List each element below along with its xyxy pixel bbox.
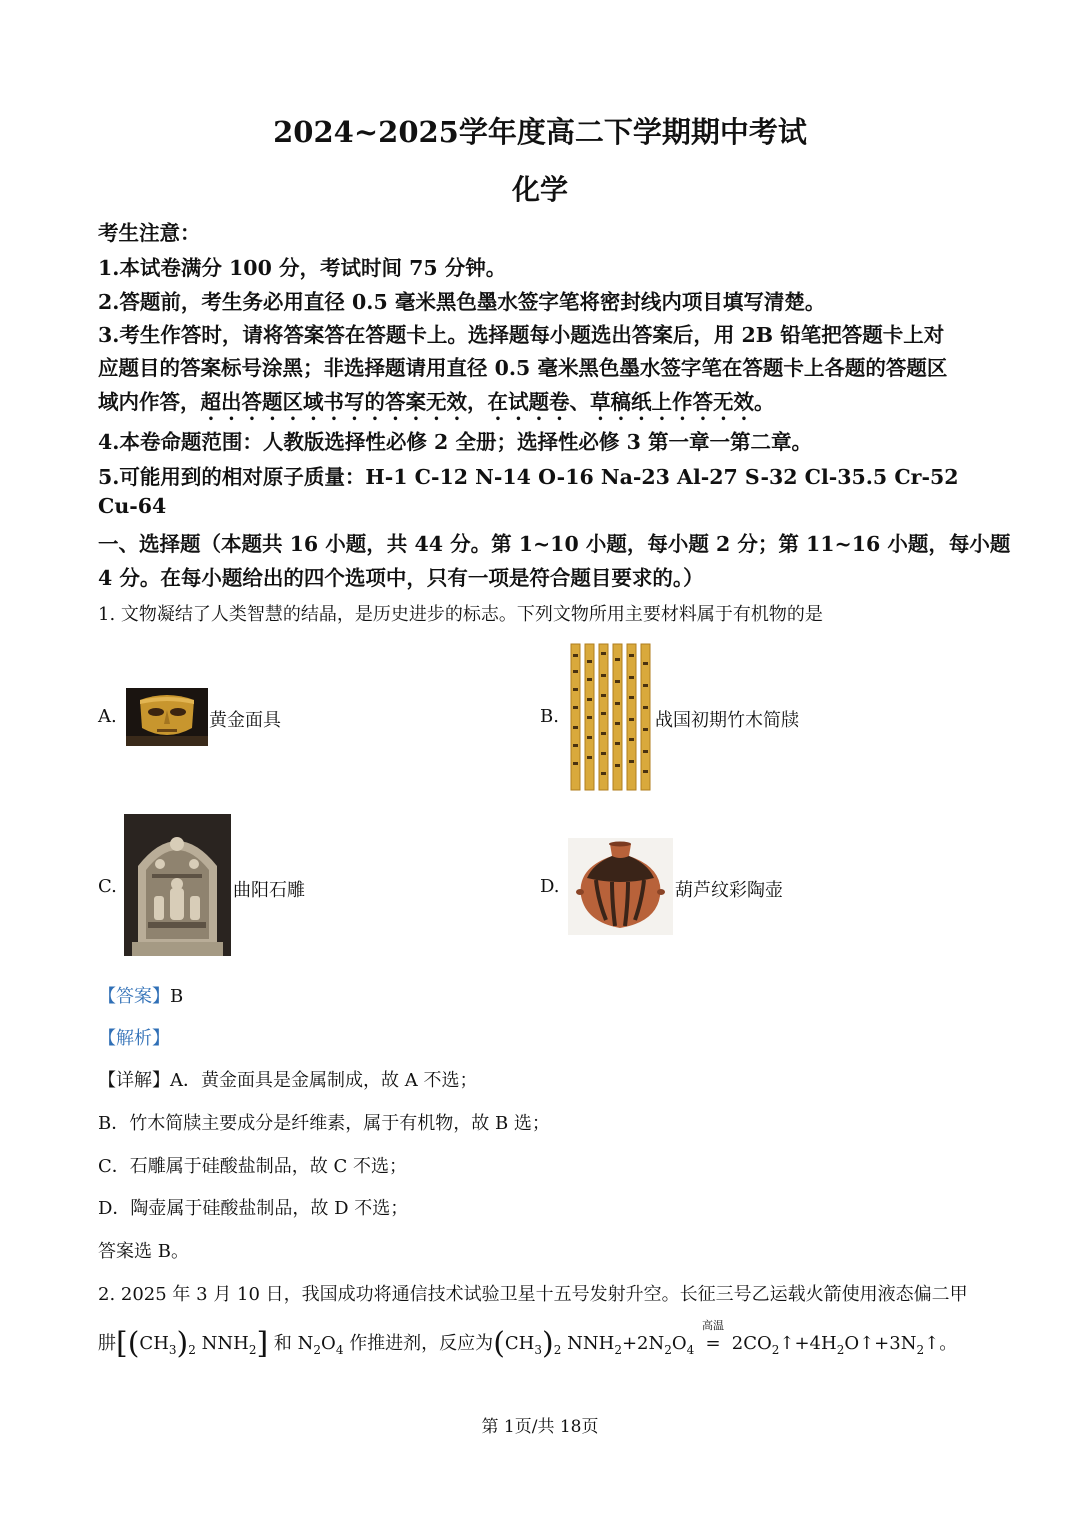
reaction-arrow: 高温 =	[702, 1319, 725, 1354]
formula-bracket: )	[176, 1326, 189, 1361]
question-2-text: 作推进剂，反应为	[349, 1333, 494, 1354]
option-d-text: 葫芦纹彩陶壶	[675, 880, 783, 901]
option-b-letter: B.	[540, 706, 559, 727]
exam-title: 2024~2025学年度高二下学期期中考试	[273, 115, 807, 149]
answer-value: B	[170, 986, 184, 1007]
question-2-stem-line-2: 肼[$(CH_3)_2$ $NNH_2$] 和 $N_2O_4$ 作推进剂，反应为$(CH_3)_2$ $NNH_2+2N_2O_4$ 高温 = $2CO_2↑+4H_2O↑+3N_2↑$。	[98, 1319, 958, 1361]
formula-bracket: [(	[116, 1326, 140, 1361]
question-2-text: 和	[273, 1333, 292, 1354]
emphasis-text: 在试题卷、草稿纸上作答无效	[487, 390, 754, 414]
emphasis-text: 超出答题区域书写的答案无效	[200, 390, 467, 414]
answer-line	[98, 982, 988, 1008]
notice-item-1: 1.本试卷满分 100 分，考试时间 75 分钟。	[98, 256, 507, 280]
formula-bracket: (	[493, 1326, 505, 1361]
subject-title: 化学	[511, 173, 568, 206]
conclusion-line: 答案选 B。	[98, 1241, 189, 1262]
notice-item-5-line-2: Cu-64	[98, 494, 167, 518]
painted-pottery-jar-image	[568, 838, 673, 935]
page-footer: 第 1页/共 18页	[481, 1417, 599, 1437]
stone-carving-image	[124, 814, 231, 956]
question-2-text: 肼	[98, 1333, 116, 1354]
section-1-heading-line-1: 一、选择题（本题共 16 小题，共 44 分。第 1~10 小题，每小题 2 分；第 11~16 小题，每小题	[98, 532, 1011, 556]
notice-text: ，	[467, 390, 488, 414]
notice-heading: 考生注意：	[98, 221, 201, 245]
notice-text: 。	[754, 390, 775, 414]
question-2-stem-line-1: 2. 2025 年 3 月 10 日，我国成功将通信技术试验卫星十五号发射升空。长征三号乙运载火箭使用液态偏二甲	[98, 1284, 968, 1305]
option-d-letter: D.	[540, 876, 560, 897]
option-a-letter: A.	[98, 706, 117, 727]
option-b-text: 战国初期竹木简牍	[655, 710, 799, 731]
reaction-condition: 高温	[702, 1319, 725, 1332]
notice-item-2: 2.答题前，考生务必用直径 0.5 毫米黑色墨水签字笔将密封线内项目填写清楚。	[98, 290, 826, 314]
section-1-heading-line-2: 4 分。在每小题给出的四个选项中，只有一项是符合题目要求的。）	[98, 566, 704, 590]
question-2-text: 。	[939, 1333, 958, 1354]
notice-item-5-line-1: 5.可能用到的相对原子质量：H-1 C-12 N-14 O-16 Na-23 Al-27 S-32 Cl-35.5 Cr-52	[98, 465, 959, 489]
detail-line-a	[98, 1066, 988, 1092]
notice-item-3-line-1: 3.考生作答时，请将答案答在答题卡上。选择题每小题选出答案后，用 2B 铅笔把答题卡上对	[98, 323, 945, 347]
bamboo-slips-image	[567, 640, 653, 792]
detail-a-text: A．黄金面具是金属制成，故 A 不选；	[170, 1070, 478, 1091]
notice-item-3-line-3	[98, 385, 988, 425]
analysis-tag: 【解析】	[98, 1028, 170, 1049]
notice-text: 域内作答，	[98, 390, 201, 414]
gold-mask-image	[126, 688, 208, 746]
option-c-letter: C.	[98, 876, 117, 897]
formula-bracket: )	[542, 1326, 554, 1361]
answer-tag: 【答案】	[98, 986, 170, 1007]
detail-line-c: C．石雕属于硅酸盐制品，故 C 不选；	[98, 1156, 407, 1177]
notice-item-4: 4.本卷命题范围：人教版选择性必修 2 全册；选择性必修 3 第一章一第二章。	[98, 430, 812, 454]
detail-line-b: B．竹木简牍主要成分是纤维素，属于有机物，故 B 选；	[98, 1113, 550, 1134]
notice-item-3-line-2: 应题目的答案标号涂黑；非选择题请用直径 0.5 毫米黑色墨水签字笔在答题卡上各题的答题区	[98, 356, 948, 380]
question-1-stem: 1. 文物凝结了人类智慧的结晶，是历史进步的标志。下列文物所用主要材料属于有机物的是	[98, 604, 823, 625]
option-c-text: 曲阳石雕	[233, 880, 305, 901]
detail-tag: 【详解】	[98, 1070, 170, 1091]
option-a-text: 黄金面具	[209, 710, 281, 731]
formula-bracket: ]	[256, 1326, 269, 1361]
detail-line-d: D．陶壶属于硅酸盐制品，故 D 不选；	[98, 1198, 409, 1219]
